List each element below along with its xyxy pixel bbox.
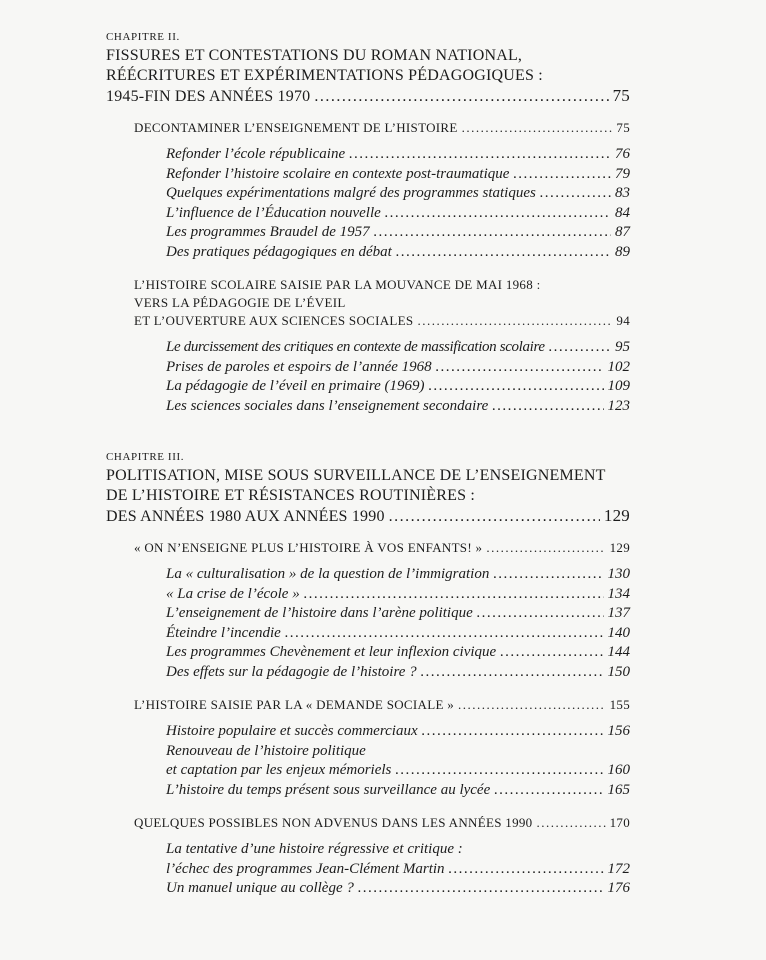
toc-entry[interactable] xyxy=(166,879,630,899)
entry-title: Les sciences sociales dans l’enseignement secondaire xyxy=(166,397,489,414)
leader-dots xyxy=(304,585,604,605)
leader-dots xyxy=(500,643,603,663)
section-title: « ON N’ENSEIGNE PLUS L’HISTOIRE À VOS ENFANTS! » xyxy=(134,540,483,555)
chapter-title-line: DES ANNÉES 1980 AUX ANNÉES 1990 xyxy=(106,508,385,525)
leader-dots xyxy=(477,604,604,624)
page-number: 123 xyxy=(607,397,630,414)
entry-title: Quelques expérimentations malgré des programmes statiques xyxy=(166,185,536,201)
page-number: 75 xyxy=(616,120,630,135)
chapter-title xyxy=(106,46,630,107)
page-number: 76 xyxy=(615,146,630,162)
page-number: 95 xyxy=(615,339,630,355)
entry-list xyxy=(166,338,630,416)
chapter-title-line: RÉÉCRITURES ET EXPÉRIMENTATIONS PÉDAGOGIQUES : xyxy=(106,67,543,84)
leader-dots xyxy=(549,338,611,358)
leader-dots xyxy=(536,814,605,832)
entry-title: Les programmes Braudel de 1957 xyxy=(166,224,370,240)
section-title-line: L’HISTOIRE SCOLAIRE SAISIE PAR LA MOUVANCE DE MAI 1968 : xyxy=(134,277,541,292)
toc-entry[interactable] xyxy=(166,358,630,378)
entry-title: L’histoire du temps présent sous surveillance au lycée xyxy=(166,781,491,798)
page-number: 87 xyxy=(615,224,630,240)
page-number: 160 xyxy=(607,762,630,778)
leader-dots xyxy=(396,243,611,263)
entry-title: Refonder l’école républicaine xyxy=(166,146,346,162)
chapter-title-line: DE L’HISTOIRE ET RÉSISTANCES ROUTINIÈRES : xyxy=(106,487,476,504)
page-number: 172 xyxy=(607,860,630,877)
page-number: 79 xyxy=(615,165,630,182)
leader-dots xyxy=(492,397,603,417)
toc-entry[interactable] xyxy=(166,184,630,204)
leader-dots xyxy=(389,507,600,527)
toc-entry[interactable] xyxy=(166,643,630,663)
leader-dots xyxy=(358,879,604,899)
page-number: 156 xyxy=(607,723,630,739)
leader-dots xyxy=(385,204,611,224)
page-number: 89 xyxy=(615,243,630,260)
chapter-title-row[interactable] xyxy=(106,86,630,107)
page-number: 130 xyxy=(607,566,630,582)
toc-entry[interactable] xyxy=(166,338,630,358)
leader-dots xyxy=(540,184,611,204)
toc-entry[interactable] xyxy=(166,722,630,742)
section-title: L’HISTOIRE SAISIE PAR LA « DEMANDE SOCIALE » xyxy=(134,697,455,712)
entry-title-line: La tentative d’une histoire régressive et critique : xyxy=(166,841,463,857)
chapter-3 xyxy=(106,450,630,899)
entry-title: La « culturalisation » de la question de l’immigration xyxy=(166,566,490,582)
toc-entry[interactable] xyxy=(166,781,630,801)
page-number: 94 xyxy=(616,313,630,328)
page-number: 102 xyxy=(607,358,630,375)
page-number: 129 xyxy=(603,506,630,525)
page-number: 137 xyxy=(607,605,630,621)
entry-title: La pédagogie de l’éveil en primaire (1969) xyxy=(166,378,425,394)
entry-title: l’échec des programmes Jean-Clément Martin xyxy=(166,860,445,877)
chapter-2 xyxy=(106,30,630,416)
section-heading[interactable] xyxy=(134,539,630,557)
page-number: 144 xyxy=(607,644,630,660)
leader-dots xyxy=(436,358,604,378)
toc-entry[interactable] xyxy=(166,165,630,185)
page-number: 155 xyxy=(609,697,630,712)
chapter-label: CHAPITRE II. xyxy=(106,31,180,43)
page-number: 84 xyxy=(615,204,630,221)
page-number: 109 xyxy=(607,378,630,394)
page-number: 129 xyxy=(609,540,630,555)
toc-entry[interactable] xyxy=(166,565,630,585)
entry-title: Des pratiques pédagogiques en débat xyxy=(166,243,392,260)
page-number: 150 xyxy=(607,663,630,680)
leader-dots xyxy=(493,565,603,585)
entry-list xyxy=(166,145,630,262)
entry-title-line: Renouveau de l’histoire politique xyxy=(166,742,366,759)
page-number: 140 xyxy=(607,624,630,641)
entry-title: et captation par les enjeux mémoriels xyxy=(166,762,392,778)
section-title: DECONTAMINER L’ENSEIGNEMENT DE L’HISTOIRE xyxy=(134,120,458,135)
toc-entry[interactable] xyxy=(166,585,630,605)
leader-dots xyxy=(422,722,604,742)
leader-dots xyxy=(486,539,605,557)
leader-dots xyxy=(513,165,611,185)
toc-entry[interactable] xyxy=(166,742,630,781)
page-number: 165 xyxy=(607,781,630,798)
leader-dots xyxy=(314,87,608,107)
toc-entry[interactable] xyxy=(166,663,630,683)
section-heading[interactable] xyxy=(134,119,630,137)
toc-entry[interactable] xyxy=(166,397,630,417)
leader-dots xyxy=(449,860,604,880)
entry-title: Histoire populaire et succès commerciaux xyxy=(166,723,418,739)
page-number: 75 xyxy=(612,86,630,105)
page-number: 134 xyxy=(607,585,630,602)
page-number: 170 xyxy=(609,815,630,830)
entry-title: Refonder l’histoire scolaire en contexte post-traumatique xyxy=(166,165,510,182)
chapter-title-line: FISSURES ET CONTESTATIONS DU ROMAN NATIONAL, xyxy=(106,47,523,64)
toc-entry[interactable] xyxy=(166,604,630,624)
page-number: 83 xyxy=(615,185,630,201)
entry-list xyxy=(166,565,630,682)
entry-title: L’enseignement de l’histoire dans l’arène politique xyxy=(166,605,473,621)
leader-dots xyxy=(429,377,604,397)
entry-title: Un manuel unique au collège ? xyxy=(166,880,354,896)
entry-list xyxy=(166,840,630,899)
section-heading[interactable] xyxy=(134,276,630,330)
entry-title: « La crise de l’école » xyxy=(166,585,300,602)
toc-entry[interactable] xyxy=(166,377,630,397)
leader-dots xyxy=(462,119,613,137)
leader-dots xyxy=(349,145,611,165)
toc-entry[interactable] xyxy=(166,223,630,243)
entry-title: Les programmes Chevènement et leur inflexion civique xyxy=(166,644,497,660)
leader-dots xyxy=(395,761,603,781)
leader-dots xyxy=(374,223,611,243)
section-title: ET L’OUVERTURE AUX SCIENCES SOCIALES xyxy=(134,313,414,328)
section-title-line: VERS LA PÉDAGOGIE DE L’ÉVEIL xyxy=(134,295,346,310)
leader-dots xyxy=(285,624,604,644)
leader-dots xyxy=(421,663,604,683)
entry-list xyxy=(166,722,630,800)
section-heading[interactable] xyxy=(134,696,630,714)
toc-entry[interactable] xyxy=(166,145,630,165)
page-number: 176 xyxy=(607,880,630,896)
section-title: QUELQUES POSSIBLES NON ADVENUS DANS LES ANNÉES 1990 xyxy=(134,815,533,830)
entry-title: Prises de paroles et espoirs de l’année 1968 xyxy=(166,358,432,375)
entry-title: Le durcissement des critiques en contexte de massification scolaire xyxy=(166,339,545,355)
entry-title: Éteindre l’incendie xyxy=(166,624,281,641)
toc-entry[interactable] xyxy=(166,840,630,879)
leader-dots xyxy=(458,696,606,714)
chapter-label: CHAPITRE III. xyxy=(106,451,185,463)
entry-title: Des effets sur la pédagogie de l’histoire ? xyxy=(166,663,417,680)
toc-entry[interactable] xyxy=(166,204,630,224)
toc-entry[interactable] xyxy=(166,243,630,263)
leader-dots xyxy=(494,781,603,801)
chapter-title-line: POLITISATION, MISE SOUS SURVEILLANCE DE L’ENSEIGNEMENT xyxy=(106,467,606,484)
toc-entry[interactable] xyxy=(166,624,630,644)
section-heading[interactable] xyxy=(134,814,630,832)
chapter-title xyxy=(106,466,630,527)
leader-dots xyxy=(417,312,612,330)
chapter-title-line: 1945-FIN DES ANNÉES 1970 xyxy=(106,88,311,105)
chapter-title-row[interactable] xyxy=(106,506,630,527)
entry-title: L’influence de l’Éducation nouvelle xyxy=(166,204,381,221)
